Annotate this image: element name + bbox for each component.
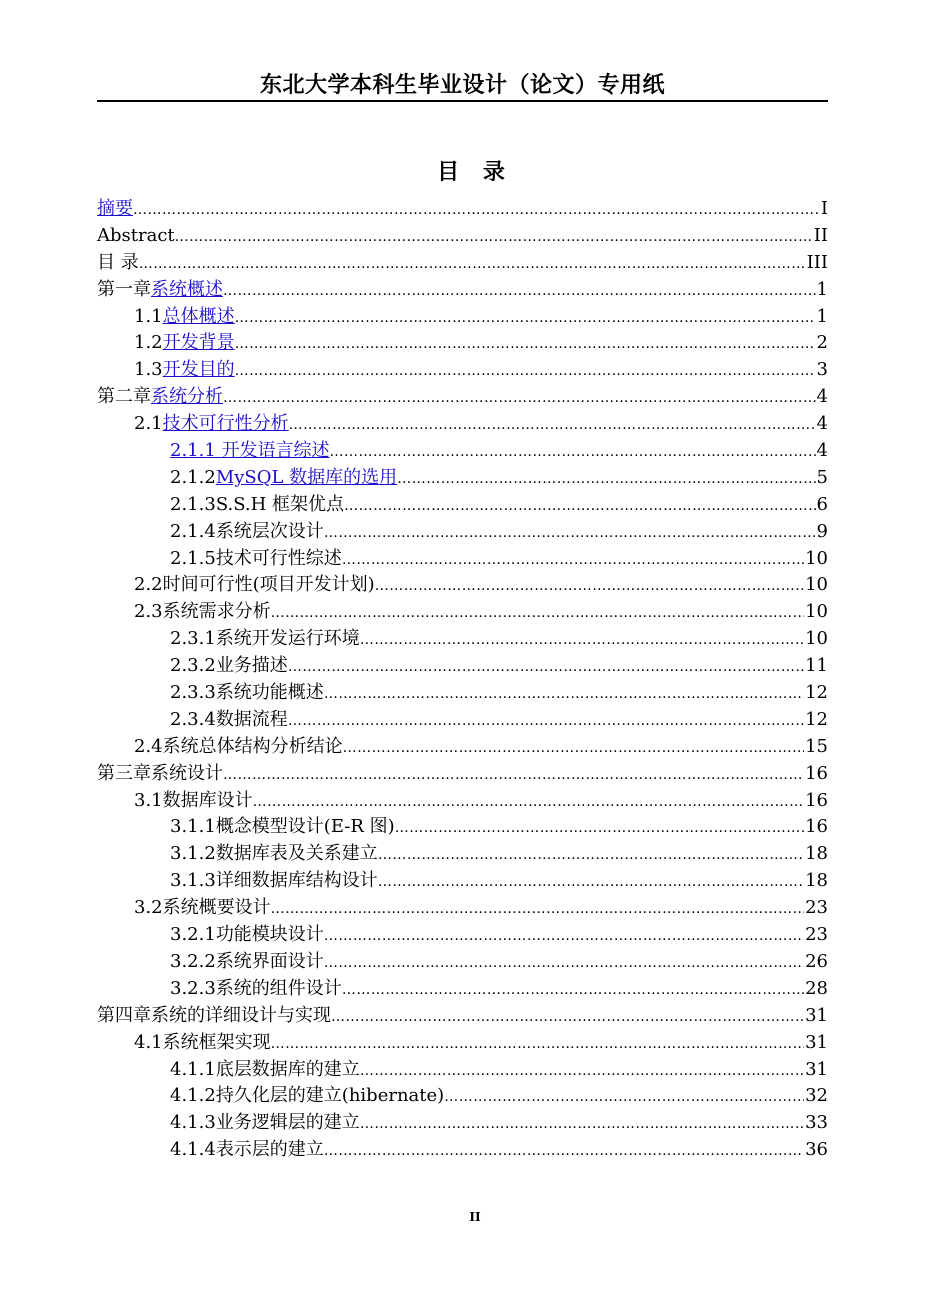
toc-entry-page: 11 [805, 655, 828, 677]
toc-entry-label: 业务描述 [215, 655, 288, 677]
page-header-title: 东北大学本科生毕业设计（论文）专用纸 [97, 70, 828, 102]
toc-entry-page: 10 [805, 601, 828, 623]
toc-entry-page: 1 [816, 305, 828, 327]
toc-entry-page: 4 [816, 413, 828, 435]
toc-entry-page: 15 [805, 735, 828, 757]
toc-entry-page: 10 [805, 628, 828, 650]
page-number: II [469, 1210, 481, 1224]
toc-entry-page: 32 [805, 1085, 828, 1107]
toc-entry [97, 1030, 828, 1057]
toc-entry-page: III [806, 251, 828, 273]
toc-dot-leader [271, 1031, 804, 1058]
toc-entry-page: 9 [816, 520, 828, 542]
toc-entry-number: 4.1.2 [170, 1085, 216, 1107]
toc-entry-number: 2.4 [134, 735, 163, 757]
toc-entry-page: 31 [805, 1031, 828, 1053]
toc-entry [97, 1057, 828, 1084]
toc-entry-label: 数据库表及关系建立 [215, 843, 378, 865]
toc-entry-number: 4.1.3 [170, 1112, 216, 1134]
toc-entry-number: 2.3.2 [170, 655, 216, 677]
toc-entry-label: 表示层的建立 [215, 1139, 324, 1161]
toc-entry [97, 949, 828, 976]
toc-entry-number: 第一章 [97, 278, 151, 300]
toc-entry-label: 系统的详细设计与实现 [151, 1004, 331, 1026]
toc-entry-label: 目 录 [97, 251, 139, 273]
toc-entry-page: 28 [805, 977, 828, 999]
toc-entry-page: 16 [805, 762, 828, 784]
toc-dot-leader [133, 197, 820, 224]
toc-entry-link[interactable]: MySQL 数据库的选用 [215, 466, 398, 488]
toc-entry[interactable] [97, 465, 828, 492]
toc-entry-number: 2.1 [134, 413, 163, 435]
toc-entry-number: 2.3.3 [170, 682, 216, 704]
toc-entry-number: 第二章 [97, 386, 151, 408]
toc-dot-leader [223, 385, 816, 412]
toc-dot-leader [330, 439, 816, 466]
toc-entry-link[interactable]: 总体概述 [162, 305, 235, 327]
toc-entry-number: 3.1.3 [170, 870, 216, 892]
toc-entry-page: 6 [816, 493, 828, 515]
toc-entry-page: 10 [805, 547, 828, 569]
toc-entry-number: 3.2.1 [170, 924, 216, 946]
toc-entry-number: 4.1.4 [170, 1139, 216, 1161]
toc-dot-leader [378, 842, 804, 869]
toc-entry [97, 1083, 828, 1110]
toc-dot-leader [235, 305, 816, 332]
toc-entry [97, 707, 828, 734]
toc-dot-leader [288, 654, 804, 681]
toc-entry[interactable] [97, 330, 828, 357]
toc-entry [97, 1003, 828, 1030]
toc-entry [97, 976, 828, 1003]
toc-entry [97, 761, 828, 788]
toc-dot-leader [375, 573, 804, 600]
toc-entry-page: II [813, 224, 828, 246]
toc-entry [97, 841, 828, 868]
toc-entry [97, 572, 828, 599]
toc-entry-page: 33 [805, 1112, 828, 1134]
toc-entry [97, 680, 828, 707]
toc-entry-page: 31 [805, 1058, 828, 1080]
toc-entry-page: I [820, 198, 828, 219]
toc-entry-label: S.S.H 框架优点 [215, 493, 345, 515]
toc-dot-leader [444, 1084, 804, 1111]
toc-entry-number: 4.1.1 [170, 1058, 216, 1080]
toc-entry-label: 系统框架实现 [162, 1031, 271, 1053]
toc-entry [97, 519, 828, 546]
toc-dot-leader [223, 762, 804, 789]
toc-dot-leader [235, 358, 816, 385]
toc-entry-link[interactable]: 摘要 [97, 198, 133, 219]
toc-heading: 目 录 [437, 159, 513, 185]
toc-entry-page: 12 [805, 708, 828, 730]
toc-entry-page: 2 [816, 332, 828, 354]
toc-entry [97, 868, 828, 895]
toc-dot-leader [223, 278, 816, 305]
toc-entry-page: 12 [805, 682, 828, 704]
toc-entry-page: 16 [805, 789, 828, 811]
toc-entry-number: 2.3 [134, 601, 163, 623]
toc-entry-page: 10 [805, 574, 828, 596]
toc-entry-number: 3.1.2 [170, 843, 216, 865]
toc-entry-label: 功能模块设计 [215, 924, 324, 946]
toc-entry-number: 2.3.1 [170, 628, 216, 650]
toc-dot-leader [324, 520, 816, 547]
toc-entry-label: 系统概要设计 [162, 897, 271, 919]
toc-entry-page: 23 [805, 924, 828, 946]
toc-entry-number: 3.1.1 [170, 816, 216, 838]
toc-entry [97, 895, 828, 922]
toc-dot-leader [324, 923, 804, 950]
toc-entry-label: Abstract [97, 224, 175, 246]
toc-dot-leader [271, 896, 804, 923]
toc-entry-number: 第三章 [97, 762, 151, 784]
toc-entry [97, 922, 828, 949]
toc-entry-page: 5 [816, 466, 828, 488]
toc-entry-number: 3.2.2 [170, 950, 216, 972]
toc-entry-label: 持久化层的建立(hibernate) [215, 1085, 445, 1107]
toc-entry-link[interactable]: 2.1.1 开发语言综述 [170, 440, 330, 462]
toc-entry-number: 2.1.3 [170, 493, 216, 515]
toc-dot-leader [342, 977, 804, 1004]
toc-entry [97, 653, 828, 680]
toc-entry-page: 1 [816, 278, 828, 300]
toc-entry-label: 详细数据库结构设计 [215, 870, 378, 892]
toc-entry-page: 23 [805, 897, 828, 919]
toc-dot-leader [288, 708, 804, 735]
toc-entry-label: 数据库设计 [162, 789, 253, 811]
toc-entry-label: 系统的组件设计 [215, 977, 342, 999]
toc-entry-page: 4 [816, 386, 828, 408]
toc-dot-leader [271, 600, 804, 627]
toc-entry-number: 2.1.5 [170, 547, 216, 569]
toc-entry-number: 3.1 [134, 789, 163, 811]
toc-entry [97, 223, 828, 250]
toc-entry-page: 16 [805, 816, 828, 838]
toc-entry [97, 599, 828, 626]
toc-dot-leader [235, 331, 816, 358]
toc-entry-label: 概念模型设计(E-R 图) [215, 816, 395, 838]
toc-dot-leader [343, 735, 804, 762]
toc-entry-number: 1.1 [134, 305, 163, 327]
toc-dot-leader [139, 251, 806, 278]
toc-dot-leader [360, 627, 804, 654]
toc-entry-label: 系统需求分析 [162, 601, 271, 623]
toc-entry[interactable] [97, 357, 828, 384]
table-of-contents [97, 196, 828, 1164]
toc-entry-label: 业务逻辑层的建立 [215, 1112, 360, 1134]
toc-entry [97, 250, 828, 277]
toc-entry [97, 1137, 828, 1164]
toc-entry [97, 788, 828, 815]
toc-dot-leader [331, 1004, 804, 1031]
toc-entry[interactable] [97, 196, 828, 223]
toc-dot-leader [253, 789, 804, 816]
toc-entry [97, 492, 828, 519]
toc-entry-link[interactable]: 系统概述 [151, 278, 223, 300]
toc-dot-leader [324, 950, 804, 977]
toc-entry-label: 底层数据库的建立 [215, 1058, 360, 1080]
toc-entry-page: 36 [805, 1139, 828, 1161]
toc-entry-label: 系统界面设计 [215, 950, 324, 972]
toc-entry-label: 系统设计 [151, 762, 223, 784]
toc-entry-page: 18 [805, 843, 828, 865]
toc-entry-number: 3.2 [134, 897, 163, 919]
toc-entry [97, 626, 828, 653]
toc-dot-leader [397, 466, 815, 493]
toc-entry-number: 3.2.3 [170, 977, 216, 999]
toc-entry-label: 数据流程 [215, 708, 288, 730]
toc-entry-number: 2.3.4 [170, 708, 216, 730]
toc-entry[interactable] [97, 438, 828, 465]
toc-entry-page: 18 [805, 870, 828, 892]
toc-dot-leader [360, 1058, 804, 1085]
toc-entry-number: 第四章 [97, 1004, 151, 1026]
toc-entry-number: 1.2 [134, 332, 163, 354]
toc-entry-page: 26 [805, 950, 828, 972]
toc-entry-label: 系统层次设计 [215, 520, 324, 542]
toc-entry-label: 系统功能概述 [215, 682, 324, 704]
toc-dot-leader [360, 1111, 804, 1138]
toc-dot-leader [378, 869, 804, 896]
toc-entry-number: 2.2 [134, 574, 163, 596]
toc-dot-leader [324, 1138, 804, 1165]
toc-dot-leader [395, 815, 804, 842]
toc-entry-number: 4.1 [134, 1031, 163, 1053]
toc-entry-link[interactable]: 开发目的 [162, 359, 235, 381]
toc-entry [97, 1110, 828, 1137]
toc-entry-number: 2.1.4 [170, 520, 216, 542]
toc-entry[interactable] [97, 411, 828, 438]
toc-dot-leader [289, 412, 816, 439]
toc-entry [97, 814, 828, 841]
toc-dot-leader [175, 224, 813, 251]
toc-entry [97, 546, 828, 573]
toc-entry-page: 31 [805, 1004, 828, 1026]
toc-dot-leader [324, 681, 804, 708]
toc-entry-link[interactable]: 开发背景 [162, 332, 235, 354]
toc-entry-page: 4 [816, 440, 828, 462]
toc-entry-link[interactable]: 技术可行性分析 [162, 413, 289, 435]
toc-entry-number: 2.1.2 [170, 466, 216, 488]
toc-entry-label: 时间可行性(项目开发计划) [162, 574, 375, 596]
toc-entry [97, 734, 828, 761]
toc-dot-leader [344, 493, 815, 520]
toc-dot-leader [342, 547, 804, 574]
toc-entry-link[interactable]: 系统分析 [151, 386, 223, 408]
toc-entry-page: 3 [816, 359, 828, 381]
toc-entry-label: 系统开发运行环境 [215, 628, 360, 650]
toc-entry-label: 技术可行性综述 [215, 547, 342, 569]
toc-entry[interactable] [97, 304, 828, 331]
toc-entry[interactable] [97, 277, 828, 304]
toc-entry-number: 1.3 [134, 359, 163, 381]
toc-entry-label: 系统总体结构分析结论 [162, 735, 343, 757]
toc-entry[interactable] [97, 384, 828, 411]
